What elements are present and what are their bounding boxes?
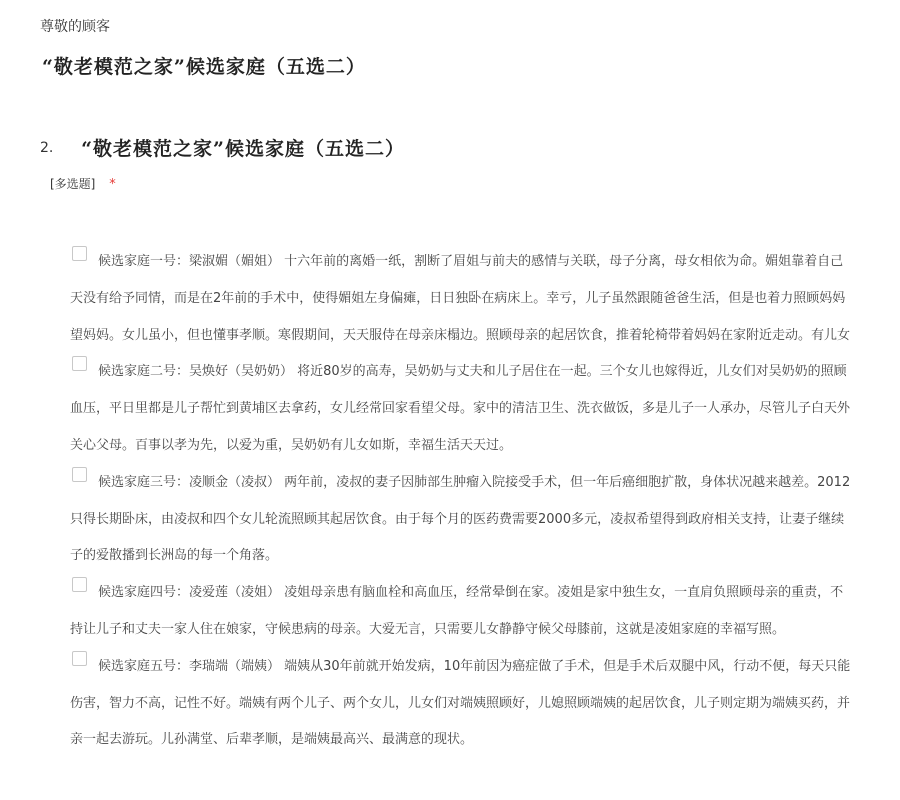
option-text: 候选家庭一号：梁淑媚（媚姐） 十六年前的离婚一纸，割断了眉姐与前夫的感情与关联，母子分离，母女相依为命。媚姐靠着自己 (98, 254, 844, 269)
checkbox-family-3[interactable] (72, 467, 87, 482)
option-line: 亲一起去游玩。儿孙满堂、后辈孝顺，是端姨最高兴、最满意的现状。 (70, 732, 474, 748)
option-line: 子的爱散播到长洲岛的每一个角落。 (70, 548, 279, 564)
option-line: 望妈妈。女儿虽小，但也懂事孝顺。寒假期间，天天服侍在母亲床榻边。照顾母亲的起居饮食，推着轮椅带着妈妈在家附近走动。有儿女 (70, 327, 851, 343)
option-family-2[interactable] (72, 354, 900, 464)
option-text: 候选家庭三号：凌顺金（凌叔） 两年前，凌叔的妻子因肺部生肿瘤入院接受手术，但一年后癌细胞扩散，身体状况越来越差。2012 (98, 474, 851, 490)
option-line: 血压，平日里都是儿子帮忙到黄埔区去拿药，女儿经常回家看望父母。家中的清洁卫生、洗衣做饭，多是儿子一人承办，尽管儿子白天外 (70, 401, 851, 417)
option-list (72, 244, 900, 759)
option-family-5[interactable] (72, 649, 900, 759)
checkbox-family-1[interactable] (72, 246, 87, 261)
option-line (72, 575, 900, 612)
option-line (72, 465, 900, 502)
question-title: “敬老模范之家”候选家庭（五选二） (81, 138, 405, 160)
option-family-3[interactable] (72, 465, 900, 575)
option-line (72, 244, 900, 281)
checkbox-family-4[interactable] (72, 577, 87, 592)
question-number: 2. (40, 139, 54, 156)
option-text: 候选家庭二号：吴焕好（吴奶奶） 将近80岁的高寿，吴奶奶与丈夫和儿子居住在一起。三个女儿也嫁得近，儿女们对吴奶奶的照顾 (98, 364, 847, 380)
checkbox-family-2[interactable] (72, 356, 87, 371)
option-text: 候选家庭四号：凌爱莲（凌姐） 凌姐母亲患有脑血栓和高血压，经常晕倒在家。凌姐是家中独生女，一直肩负照顾母亲的重责，不 (98, 585, 844, 601)
greeting-text: 尊敬的顾客 (40, 19, 110, 35)
checkbox-family-5[interactable] (72, 651, 87, 666)
option-line (72, 649, 900, 686)
option-line: 伤害，智力不高，记性不好。端姨有两个儿子、两个女儿，儿女们对端姨照顾好，儿媳照顾端姨的起居饮食，儿子则定期为端姨买药，并 (70, 695, 851, 711)
option-family-1[interactable] (72, 244, 900, 354)
option-line: 关心父母。百事以孝为先，以爱为重，吴奶奶有儿女如斯，幸福生活天天过。 (70, 437, 513, 453)
option-family-4[interactable] (72, 575, 900, 649)
multi-select-tag: [多选题] (50, 177, 96, 191)
question-type-label (50, 175, 116, 192)
question-header (40, 134, 405, 161)
option-line (72, 354, 900, 391)
option-text: 候选家庭五号：李瑞端（端姨） 端姨从30年前就开始发病，10年前因为癌症做了手术，但是手术后双腿中风，行动不便，每天只能 (98, 658, 851, 674)
option-line: 天没有给予同情，而是在2年前的手术中，使得媚姐左身偏瘫，日日独卧在病床上。幸亏，儿子虽然跟随爸爸生活，但是也着力照顾妈妈 (70, 290, 846, 306)
option-line: 持让儿子和丈夫一家人住在娘家，守候患病的母亲。大爱无言，只需要儿女静静守候父母膝前，这就是凌姐家庭的幸福写照。 (70, 621, 786, 637)
required-mark: * (109, 177, 116, 192)
survey-title: “敬老模范之家”候选家庭（五选二） (42, 56, 366, 78)
option-line: 只得长期卧床，由凌叔和四个女儿轮流照顾其起居饮食。由于每个月的医药费需要2000多元，凌叔希望得到政府相关支持，让妻子继续 (70, 511, 845, 527)
